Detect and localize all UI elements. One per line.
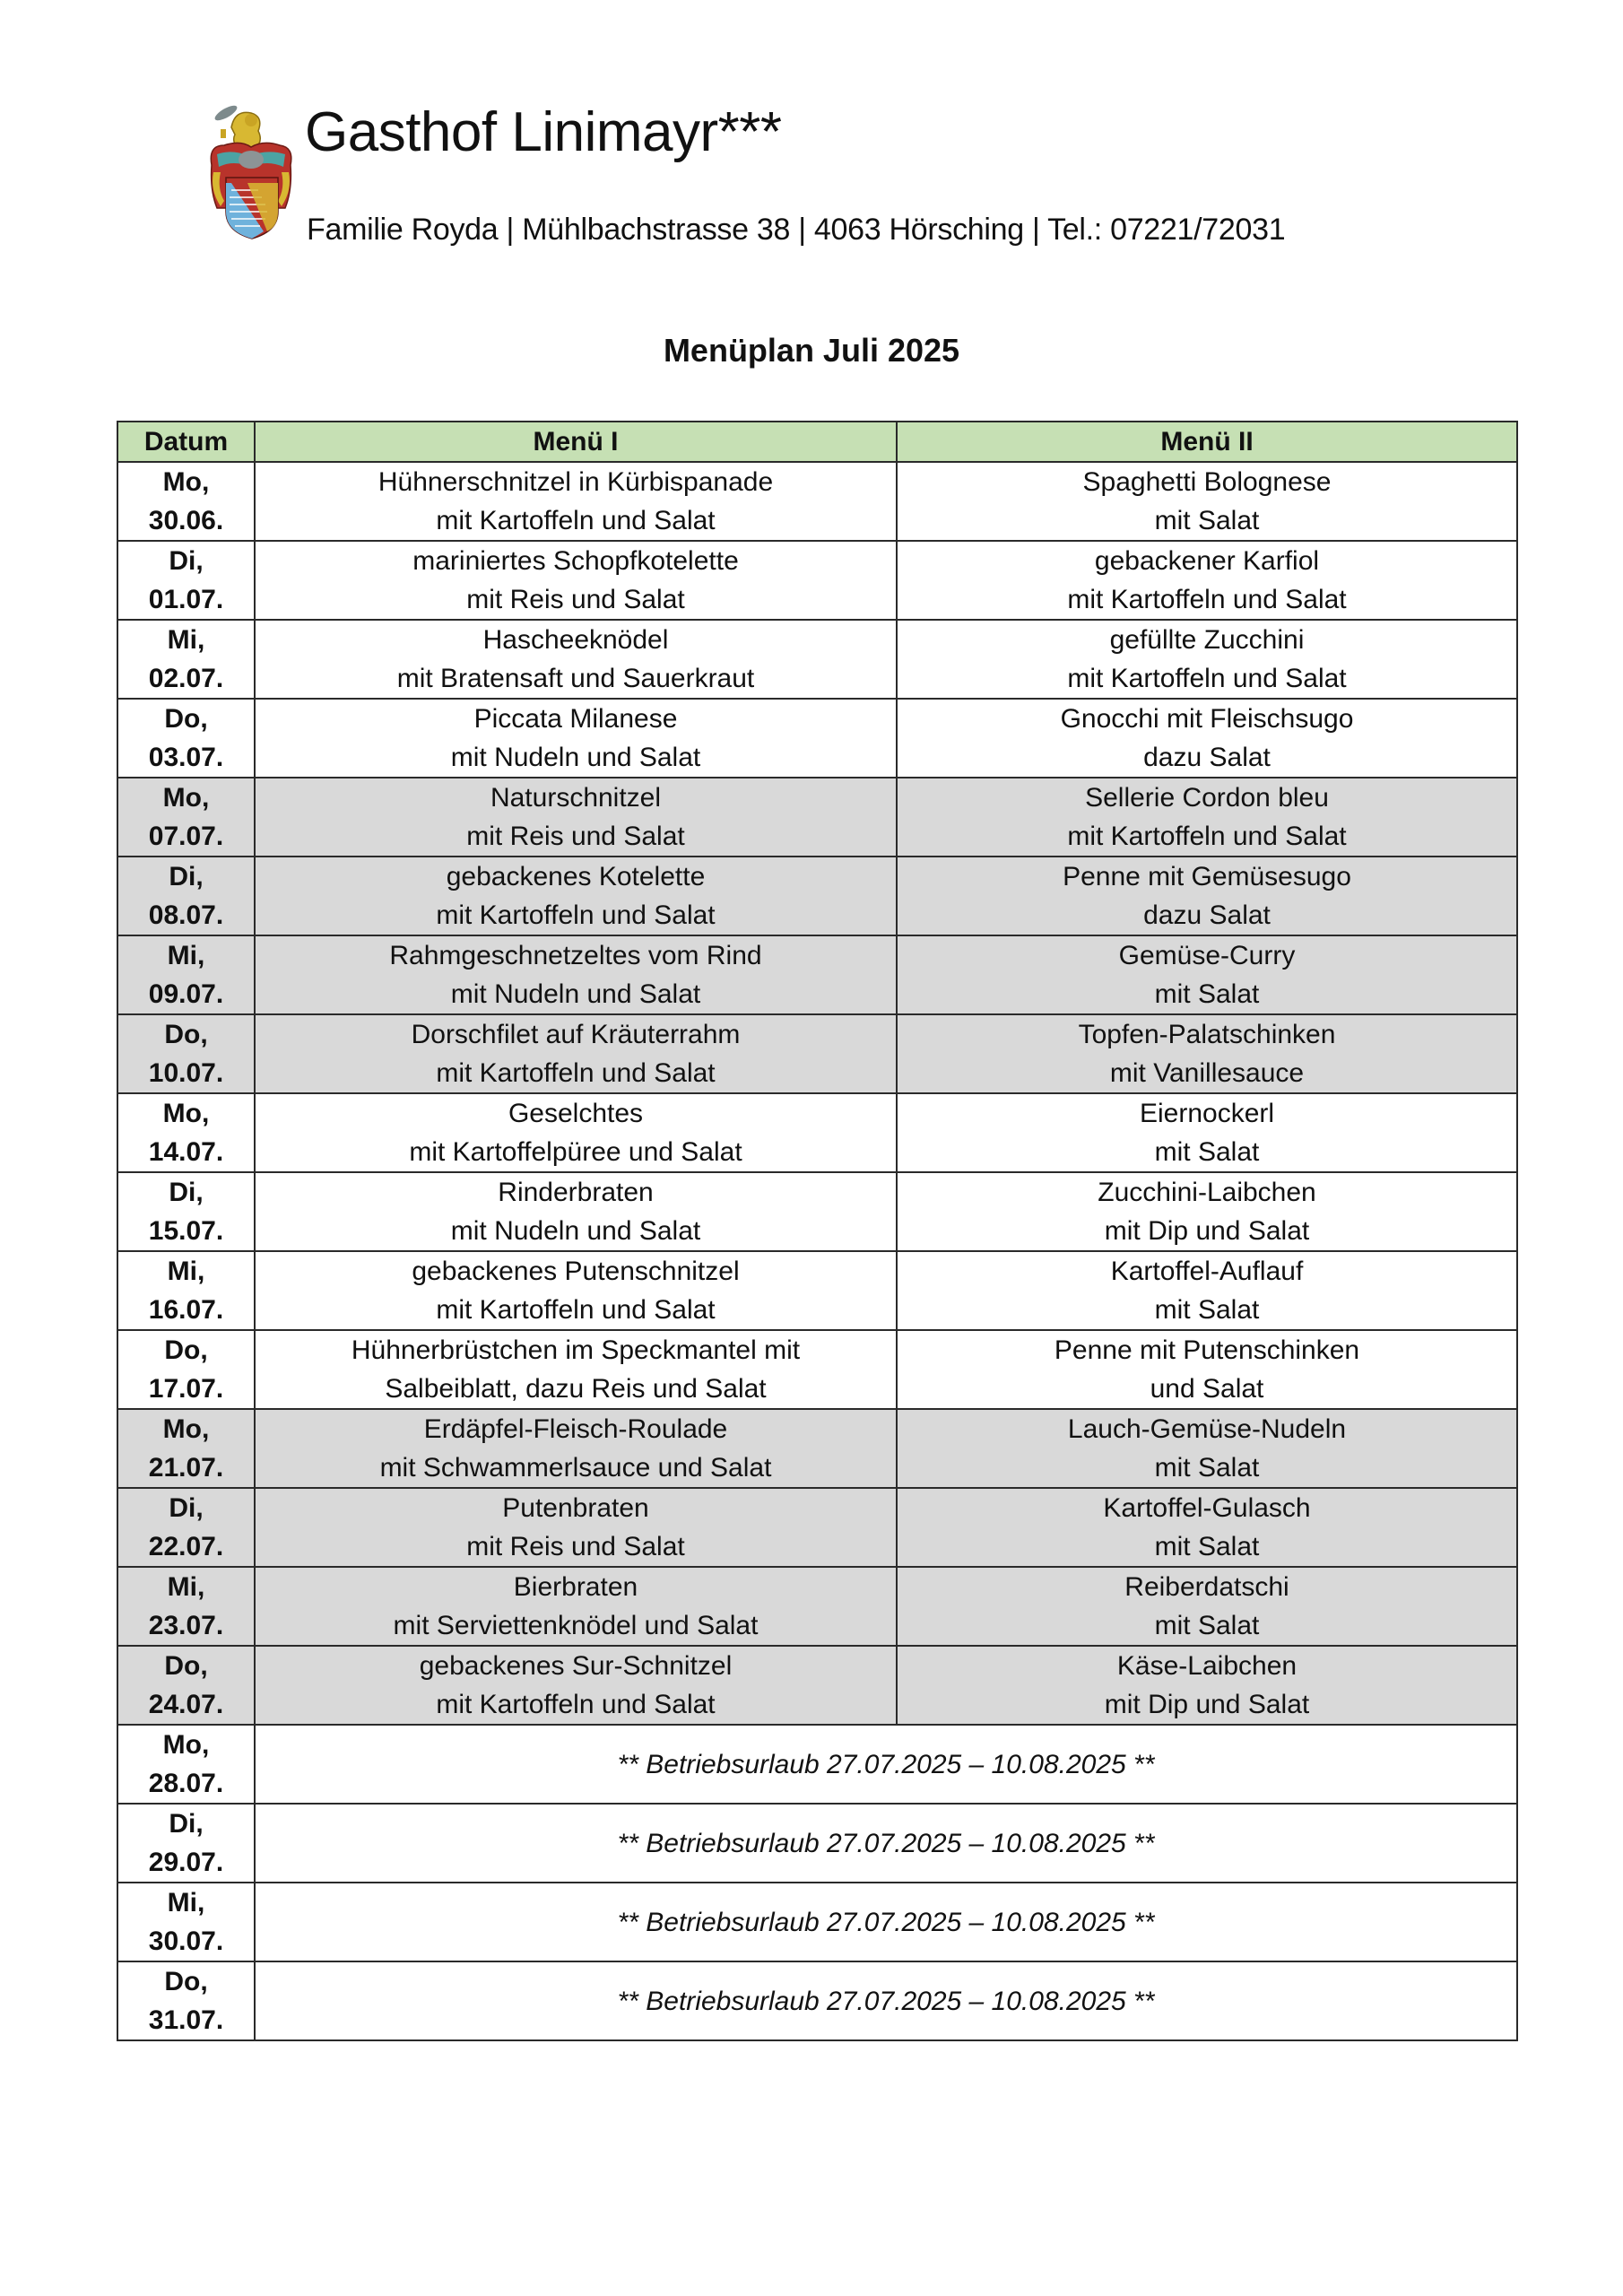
- menu-2-cell: [897, 857, 1517, 935]
- weekday: Do,: [164, 704, 208, 734]
- dish-side: mit Kartoffeln und Salat: [1067, 822, 1347, 851]
- menu-row: [117, 1409, 1517, 1488]
- dish-name: gebackenes Kotelette: [446, 862, 706, 891]
- date: 31.07.: [148, 2005, 224, 2035]
- date-cell: [117, 699, 255, 778]
- dish-side: mit Salat: [1154, 506, 1260, 535]
- menu-1-cell: [255, 1172, 897, 1251]
- menu-2-cell: [897, 1488, 1517, 1567]
- dish-side: mit Nudeln und Salat: [450, 979, 701, 1009]
- date-cell: [117, 1093, 255, 1172]
- menu-2-cell: [897, 1330, 1517, 1409]
- weekday: Mo,: [162, 1730, 210, 1760]
- dish-name: Gemüse-Curry: [1118, 941, 1296, 970]
- date: 23.07.: [148, 1611, 224, 1640]
- weekday: Di,: [169, 1178, 204, 1207]
- closed-row: [117, 1883, 1517, 1961]
- date: 28.07.: [148, 1769, 224, 1798]
- menu-1-cell: [255, 935, 897, 1014]
- weekday: Mo,: [162, 467, 210, 497]
- date: 30.06.: [148, 506, 224, 535]
- dish-name: Hühnerschnitzel in Kürbispanade: [378, 467, 774, 497]
- date-cell: [117, 1330, 255, 1409]
- menu-1-cell: [255, 778, 897, 857]
- menu-2-cell: [897, 462, 1517, 541]
- menu-row: [117, 462, 1517, 541]
- dish-side: mit Salat: [1154, 1137, 1260, 1167]
- menu-row: [117, 1014, 1517, 1093]
- dish-side: mit Kartoffeln und Salat: [436, 506, 716, 535]
- closed-row: [117, 1725, 1517, 1804]
- dish-side: mit Kartoffeln und Salat: [1067, 585, 1347, 614]
- menu-2-cell: [897, 1014, 1517, 1093]
- date-cell: [117, 1251, 255, 1330]
- holiday-notice-cell: [255, 1883, 1517, 1961]
- dish-side: dazu Salat: [1143, 900, 1271, 930]
- menu-2-cell: [897, 1251, 1517, 1330]
- date-cell: [117, 1646, 255, 1725]
- closed-row: [117, 1804, 1517, 1883]
- weekday: Do,: [164, 1651, 208, 1681]
- menu-row: [117, 1330, 1517, 1409]
- dish-side: mit Nudeln und Salat: [450, 1216, 701, 1246]
- holiday-notice: ** Betriebsurlaub 27.07.2025 – 10.08.2025 **: [617, 1986, 1155, 2016]
- date-cell: [117, 620, 255, 699]
- dish-name: Kartoffel-Auflauf: [1110, 1257, 1304, 1286]
- menu-row: [117, 935, 1517, 1014]
- holiday-notice-cell: [255, 1961, 1517, 2040]
- date: 03.07.: [148, 743, 224, 772]
- dish-name: Rinderbraten: [498, 1178, 654, 1207]
- dish-name: Eiernockerl: [1139, 1099, 1275, 1128]
- date: 02.07.: [148, 664, 224, 693]
- dish-side: mit Serviettenknödel und Salat: [393, 1611, 759, 1640]
- menu-1-cell: [255, 699, 897, 778]
- menu-2-cell: [897, 1646, 1517, 1725]
- date-cell: [117, 1172, 255, 1251]
- weekday: Di,: [169, 1493, 204, 1523]
- date: 22.07.: [148, 1532, 224, 1561]
- weekday: Mi,: [167, 625, 205, 655]
- date-cell: [117, 935, 255, 1014]
- closed-row: [117, 1961, 1517, 2040]
- dish-name: Hühnerbrüstchen im Speckmantel mit: [351, 1335, 801, 1365]
- dish-name: Rahmgeschnetzeltes vom Rind: [389, 941, 762, 970]
- menu-2-cell: [897, 541, 1517, 620]
- menu-1-cell: [255, 1014, 897, 1093]
- column-header-date: Datum: [117, 422, 255, 462]
- dish-side: mit Dip und Salat: [1104, 1690, 1310, 1719]
- dish-name: gefüllte Zucchini: [1109, 625, 1305, 655]
- date-cell: [117, 1961, 255, 2040]
- menu-row: [117, 541, 1517, 620]
- menu-1-cell: [255, 1488, 897, 1567]
- holiday-notice: ** Betriebsurlaub 27.07.2025 – 10.08.2025 **: [617, 1749, 1155, 1779]
- menu-row: [117, 1646, 1517, 1725]
- date: 29.07.: [148, 1848, 224, 1877]
- dish-side: mit Salat: [1154, 979, 1260, 1009]
- date-cell: [117, 541, 255, 620]
- dish-side: mit Salat: [1154, 1611, 1260, 1640]
- dish-side: mit Kartoffeln und Salat: [436, 900, 716, 930]
- weekday: Mo,: [162, 783, 210, 813]
- menu-1-cell: [255, 1093, 897, 1172]
- menu-row: [117, 1488, 1517, 1567]
- dish-side: mit Kartoffeln und Salat: [436, 1058, 716, 1088]
- menu-2-cell: [897, 1093, 1517, 1172]
- date-cell: [117, 1804, 255, 1883]
- dish-side: mit Reis und Salat: [466, 822, 685, 851]
- dish-side: mit Salat: [1154, 1532, 1260, 1561]
- dish-name: mariniertes Schopfkotelette: [412, 546, 739, 576]
- weekday: Do,: [164, 1020, 208, 1049]
- date: 07.07.: [148, 822, 224, 851]
- weekday: Mi,: [167, 1888, 205, 1918]
- menu-1-cell: [255, 1567, 897, 1646]
- date: 24.07.: [148, 1690, 224, 1719]
- dish-side: mit Kartoffelpüree und Salat: [409, 1137, 742, 1167]
- dish-name: gebackenes Putenschnitzel: [412, 1257, 740, 1286]
- dish-side: mit Schwammerlsauce und Salat: [379, 1453, 772, 1483]
- dish-side: mit Kartoffeln und Salat: [1067, 664, 1347, 693]
- holiday-notice: ** Betriebsurlaub 27.07.2025 – 10.08.2025 **: [617, 1828, 1155, 1858]
- holiday-notice: ** Betriebsurlaub 27.07.2025 – 10.08.2025 **: [617, 1907, 1155, 1937]
- menu-table: [117, 421, 1518, 2041]
- dish-side: Salbeiblatt, dazu Reis und Salat: [385, 1374, 767, 1404]
- dish-side: mit Kartoffeln und Salat: [436, 1295, 716, 1325]
- date-cell: [117, 1409, 255, 1488]
- dish-side: mit Bratensaft und Sauerkraut: [396, 664, 755, 693]
- date: 10.07.: [148, 1058, 224, 1088]
- dish-name: Piccata Milanese: [473, 704, 678, 734]
- column-header-menu-1: Menü I: [255, 422, 897, 462]
- date-cell: [117, 1488, 255, 1567]
- date: 15.07.: [148, 1216, 224, 1246]
- menu-2-cell: [897, 935, 1517, 1014]
- dish-name: Bierbraten: [513, 1572, 638, 1602]
- date-cell: [117, 1014, 255, 1093]
- dish-name: gebackener Karfiol: [1094, 546, 1320, 576]
- date: 21.07.: [148, 1453, 224, 1483]
- menu-table-header: [117, 422, 1517, 462]
- holiday-notice-cell: [255, 1725, 1517, 1804]
- date-cell: [117, 462, 255, 541]
- menu-1-cell: [255, 462, 897, 541]
- menu-row: [117, 1172, 1517, 1251]
- dish-name: Zucchini-Laibchen: [1098, 1178, 1316, 1207]
- dish-name: Gnocchi mit Fleischsugo: [1060, 704, 1354, 734]
- dish-side: mit Salat: [1154, 1295, 1260, 1325]
- date: 08.07.: [148, 900, 224, 930]
- dish-name: Erdäpfel-Fleisch-Roulade: [423, 1414, 728, 1444]
- dish-side: mit Vanillesauce: [1109, 1058, 1305, 1088]
- dish-side: mit Reis und Salat: [466, 585, 685, 614]
- dish-side: dazu Salat: [1143, 743, 1271, 772]
- menu-row: [117, 620, 1517, 699]
- menu-1-cell: [255, 620, 897, 699]
- date: 30.07.: [148, 1926, 224, 1956]
- menu-2-cell: [897, 620, 1517, 699]
- dish-name: Geselchtes: [508, 1099, 644, 1128]
- dish-side: mit Nudeln und Salat: [450, 743, 701, 772]
- menu-1-cell: [255, 857, 897, 935]
- dish-name: Hascheeknödel: [482, 625, 669, 655]
- dish-side: und Salat: [1150, 1374, 1264, 1404]
- dish-name: gebackenes Sur-Schnitzel: [419, 1651, 733, 1681]
- dish-side: mit Dip und Salat: [1104, 1216, 1310, 1246]
- dish-name: Putenbraten: [502, 1493, 649, 1523]
- weekday: Mi,: [167, 1257, 205, 1286]
- menu-2-cell: [897, 1567, 1517, 1646]
- weekday: Mi,: [167, 1572, 205, 1602]
- weekday: Di,: [169, 1809, 204, 1839]
- dish-name: Topfen-Palatschinken: [1078, 1020, 1336, 1049]
- date-cell: [117, 857, 255, 935]
- dish-name: Lauch-Gemüse-Nudeln: [1067, 1414, 1347, 1444]
- dish-name: Spaghetti Bolognese: [1082, 467, 1332, 497]
- menu-1-cell: [255, 1409, 897, 1488]
- holiday-notice-cell: [255, 1804, 1517, 1883]
- date: 16.07.: [148, 1295, 224, 1325]
- menu-2-cell: [897, 778, 1517, 857]
- dish-name: Dorschfilet auf Kräuterrahm: [411, 1020, 741, 1049]
- dish-name: Reiberdatschi: [1124, 1572, 1289, 1602]
- family-crest-logo: [204, 100, 298, 240]
- weekday: Do,: [164, 1335, 208, 1365]
- weekday: Mo,: [162, 1099, 210, 1128]
- menu-2-cell: [897, 1409, 1517, 1488]
- menu-1-cell: [255, 541, 897, 620]
- date-cell: [117, 778, 255, 857]
- date-cell: [117, 1567, 255, 1646]
- weekday: Di,: [169, 546, 204, 576]
- weekday: Do,: [164, 1967, 208, 1996]
- weekday: Mo,: [162, 1414, 210, 1444]
- menu-row: [117, 1093, 1517, 1172]
- dish-name: Penne mit Putenschinken: [1054, 1335, 1360, 1365]
- dish-side: mit Reis und Salat: [466, 1532, 685, 1561]
- dish-name: Penne mit Gemüsesugo: [1063, 862, 1351, 891]
- dish-name: Kartoffel-Gulasch: [1103, 1493, 1311, 1523]
- menu-plan-title: Menüplan Juli 2025: [663, 332, 960, 369]
- date: 17.07.: [148, 1374, 224, 1404]
- weekday: Di,: [169, 862, 204, 891]
- menu-1-cell: [255, 1330, 897, 1409]
- dish-side: mit Salat: [1154, 1453, 1260, 1483]
- date-cell: [117, 1883, 255, 1961]
- dish-side: mit Kartoffeln und Salat: [436, 1690, 716, 1719]
- menu-2-cell: [897, 699, 1517, 778]
- column-header-menu-2: Menü II: [897, 422, 1517, 462]
- restaurant-address: Familie Royda | Mühlbachstrasse 38 | 4063 Hörsching | Tel.: 07221/72031: [307, 213, 1286, 247]
- menu-row: [117, 1251, 1517, 1330]
- menu-2-cell: [897, 1172, 1517, 1251]
- dish-name: Käse-Laibchen: [1116, 1651, 1298, 1681]
- dish-name: Naturschnitzel: [490, 783, 662, 813]
- menu-row: [117, 1567, 1517, 1646]
- date: 01.07.: [148, 585, 224, 614]
- date: 14.07.: [148, 1137, 224, 1167]
- date: 09.07.: [148, 979, 224, 1009]
- menu-row: [117, 778, 1517, 857]
- menu-row: [117, 699, 1517, 778]
- restaurant-name: Gasthof Linimayr***: [305, 101, 782, 163]
- dish-name: Sellerie Cordon bleu: [1085, 783, 1329, 813]
- date-cell: [117, 1725, 255, 1804]
- menu-1-cell: [255, 1251, 897, 1330]
- menu-1-cell: [255, 1646, 897, 1725]
- weekday: Mi,: [167, 941, 205, 970]
- menu-row: [117, 857, 1517, 935]
